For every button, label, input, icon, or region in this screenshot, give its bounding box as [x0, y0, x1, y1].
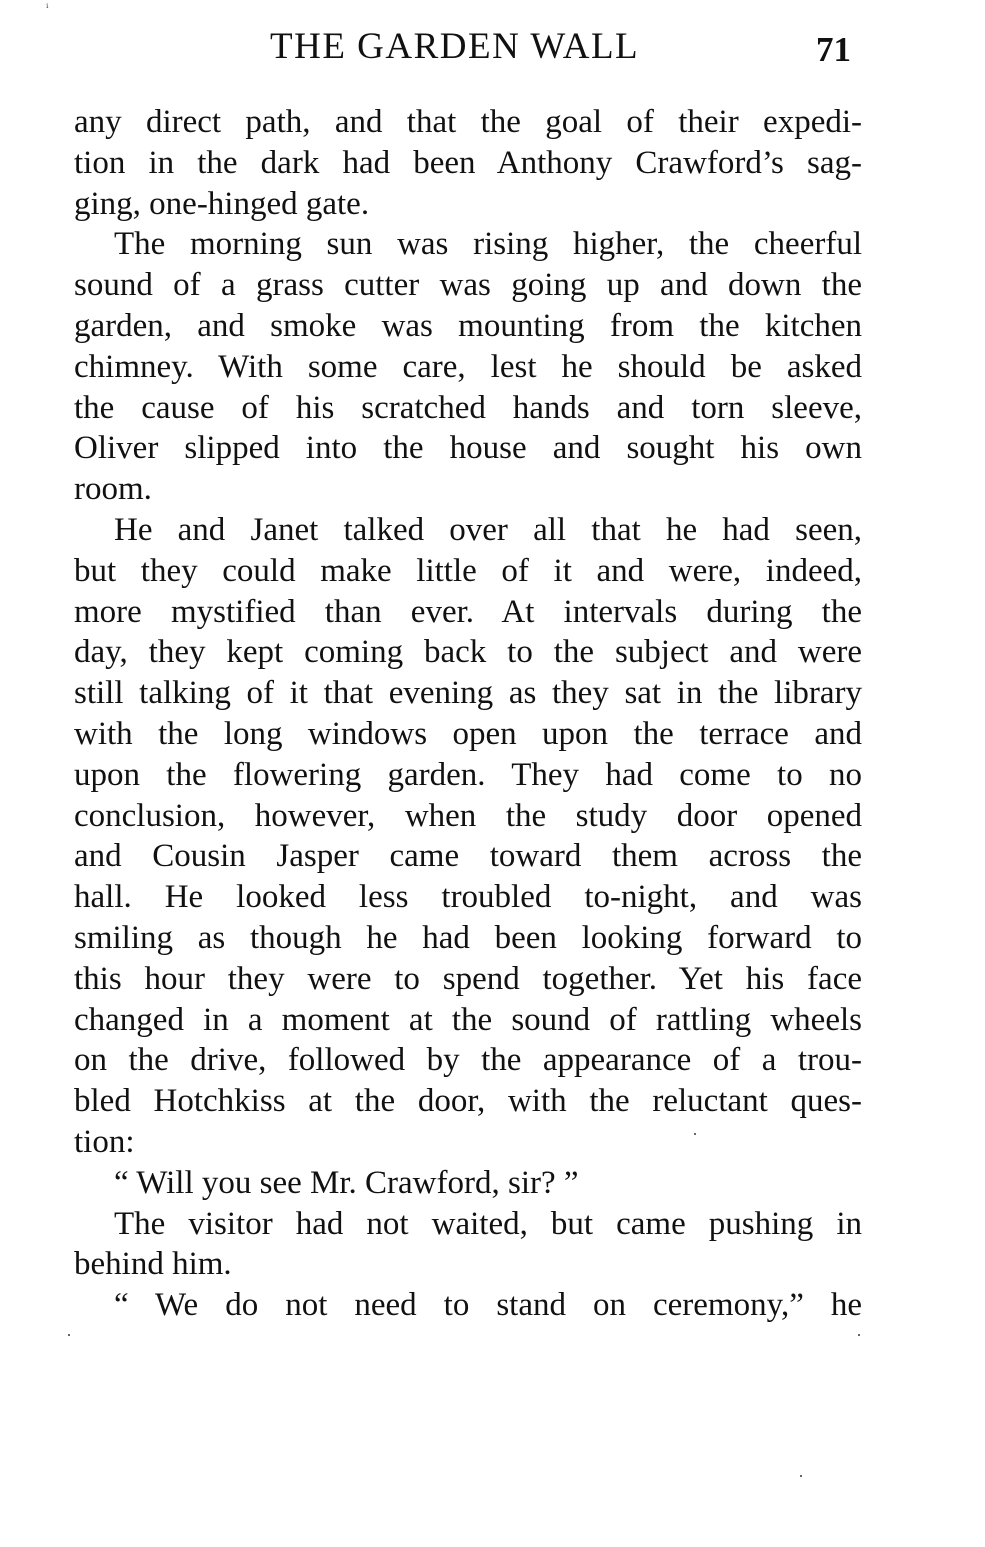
text-line: any direct path, and that the goal of their expedi- [74, 104, 862, 140]
text-line: this hour they were to spend together. Yet his face [74, 960, 862, 997]
running-title: THE GARDEN WALL [270, 26, 640, 67]
text-line: The visitor had not waited, but came pushing in [114, 1205, 862, 1242]
text-line: behind him. [74, 1246, 232, 1283]
text-line: more mystified than ever. At intervals during the [74, 593, 862, 630]
text-line: garden, and smoke was mounting from the kitchen [74, 307, 862, 344]
page-number: 71 [816, 30, 851, 69]
text-line: The morning sun was rising higher, the cheerful [114, 226, 862, 263]
text-line: He and Janet talked over all that he had seen, [114, 511, 862, 548]
paper-speck [68, 1334, 70, 1336]
text-line: conclusion, however, when the study door opened [74, 797, 862, 834]
text-line: the cause of his scratched hands and torn sleeve, [74, 389, 862, 426]
text-line: “ Will you see Mr. Crawford, sir? ” [114, 1164, 579, 1201]
text-line: ging, one-hinged gate. [74, 185, 370, 222]
text-line: upon the flowering garden. They had come to no [74, 756, 862, 793]
text-line: “ We do not need to stand on ceremony,” he [114, 1287, 862, 1324]
text-line: tion in the dark had been Anthony Crawford’s sag- [74, 144, 862, 181]
paper-speck [858, 1334, 860, 1336]
text-line: and Cousin Jasper came toward them across the [74, 838, 862, 875]
text-line: changed in a moment at the sound of rattling wheels [74, 1001, 862, 1038]
paper-speck [694, 1133, 696, 1135]
text-line: but they could make little of it and were, indeed, [74, 552, 862, 589]
text-line: still talking of it that evening as they sat in the library [74, 675, 862, 712]
text-line: bled Hotchkiss at the door, with the reluctant ques- [74, 1083, 862, 1120]
text-line: room. [74, 471, 152, 508]
text-line: hall. He looked less troubled to-night, and was [74, 879, 862, 916]
text-line: sound of a grass cutter was going up and down the [74, 267, 862, 304]
text-line: with the long windows open upon the terrace and [74, 715, 862, 752]
text-line: tion: [74, 1123, 135, 1160]
body-text [74, 102, 862, 1326]
text-line: smiling as though he had been looking forward to [74, 919, 862, 956]
stray-mark: ⁱ [46, 1, 49, 15]
text-line: Oliver slipped into the house and sought his own [74, 430, 862, 467]
text-line: chimney. With some care, lest he should be asked [74, 348, 862, 385]
text-line: on the drive, followed by the appearance of a trou- [74, 1042, 862, 1079]
paper-speck [800, 1475, 802, 1477]
text-line: day, they kept coming back to the subject and were [74, 634, 862, 671]
